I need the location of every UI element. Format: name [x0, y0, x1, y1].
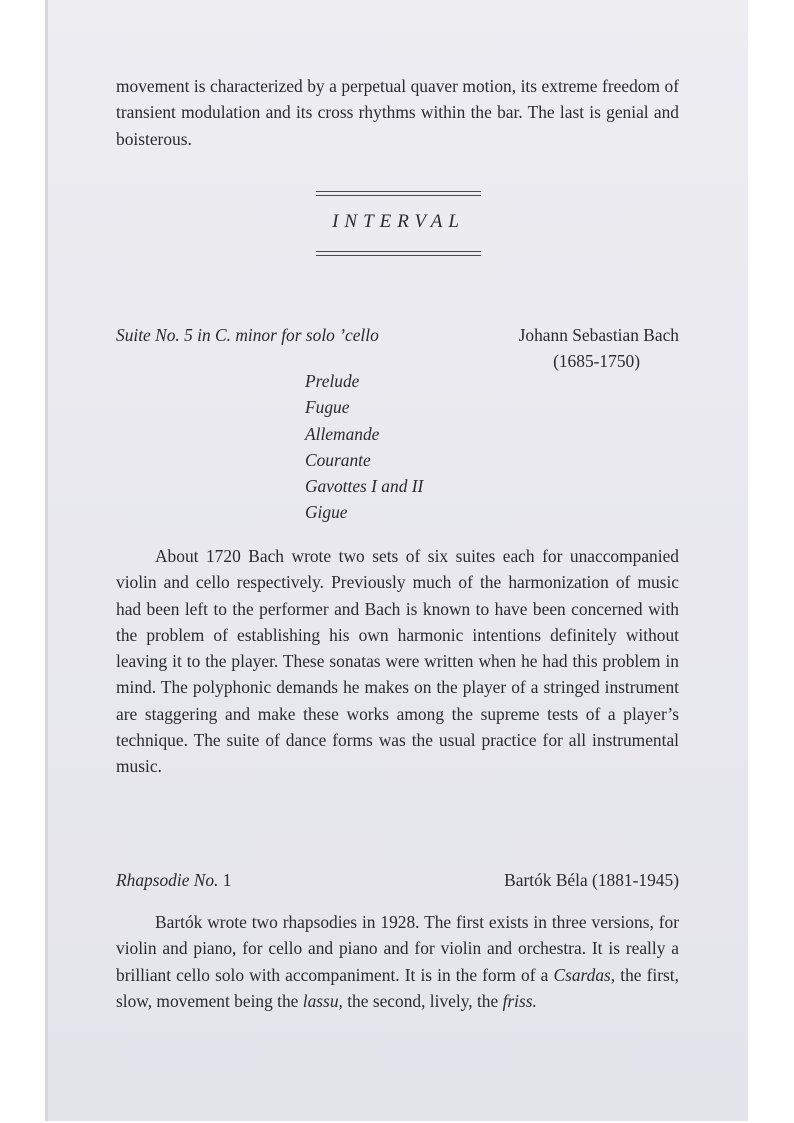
- movement-item: Fugue: [305, 397, 350, 418]
- bartok-paragraph: [116, 909, 679, 1014]
- bartok-paragraph-part2: the first, slow, movement being the: [116, 964, 679, 1011]
- bartok-section: [116, 909, 679, 1014]
- bartok-work-heading: [116, 867, 231, 893]
- bartok-paragraph-part3: the second, lively, the: [342, 990, 503, 1011]
- interval-rule-top: [316, 191, 481, 196]
- bach-section: [116, 543, 679, 780]
- movement-item: Prelude: [305, 371, 360, 391]
- friss-term: friss.: [502, 990, 537, 1011]
- interval-label: INTERVAL: [332, 211, 465, 232]
- movement-list: [305, 368, 423, 526]
- lassu-term: lassu,: [302, 990, 343, 1011]
- movement-item: Gigue: [305, 502, 348, 523]
- intro-section: [116, 73, 679, 152]
- intro-paragraph: movement is characterized by a perpetual quaver motion, its extreme freedom of transient modulation and its cross rhythms within the bar. The last is genial and boisterous.: [116, 76, 679, 149]
- bartok-work-number: 1: [222, 870, 232, 890]
- interval-rule-bottom: [316, 251, 481, 256]
- bartok-paragraph-part1: Bartók wrote two rhapsodies in 1928. The first exists in three versions, for violin and piano, for cello and piano and for violin and orchestra. It is really a brilliant cello solo with accompaniment. It is in the form of a: [116, 912, 679, 985]
- movement-item: Courante: [305, 449, 371, 470]
- bartok-work-title: Rhapsodie No.: [116, 870, 219, 890]
- bartok-composer: Bartók Béla (1881-1945): [504, 870, 679, 890]
- bach-composer-dates: (1685-1750): [553, 351, 640, 371]
- bach-paragraph: About 1720 Bach wrote two sets of six suites each for unaccompanied violin and cello respectively. Previously much of the harmonization of music had been left to the performer and Bach is known to have been concerned with the problem of establishing his own harmonic intentions definitely without leaving it to the player. These sonatas were written when he had this problem in mind. The polyphonic demands he makes on the player of a stringed instrument are staggering and make these works among the supreme tests of a player’s technique. The suite of dance forms was the usual practice for all instrumental music.: [116, 546, 679, 777]
- movement-item: Allemande: [305, 423, 380, 444]
- page-edge: [45, 0, 48, 1121]
- bach-work-title: Suite No. 5 in C. minor for solo ’cello: [116, 325, 379, 345]
- csardas-term: Csardas,: [553, 964, 616, 985]
- movement-item: Gavottes I and II: [305, 476, 424, 497]
- bach-composer-name: Johann Sebastian Bach: [518, 325, 679, 345]
